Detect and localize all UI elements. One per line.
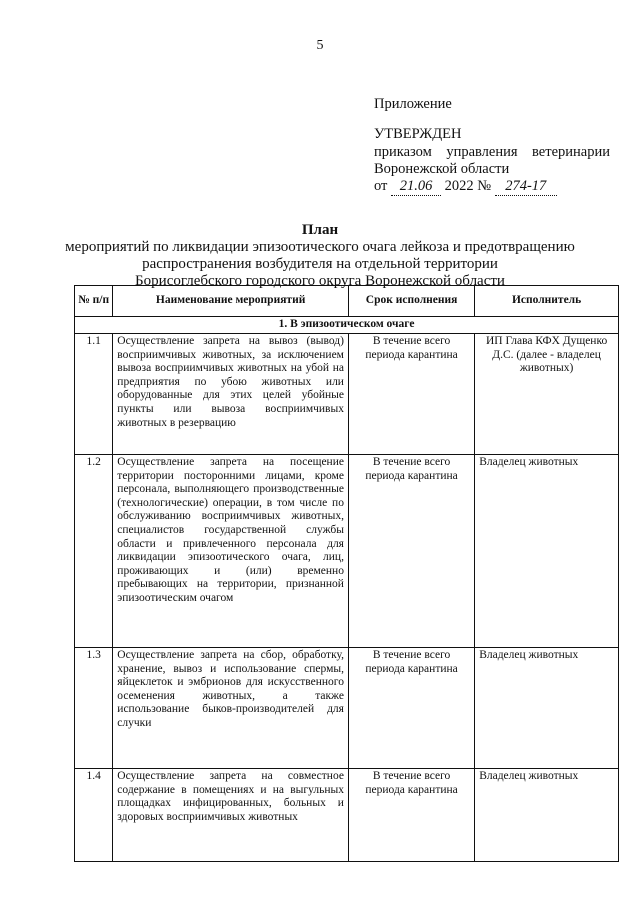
row-executor: ИП Глава КФХ Дущенко Д.С. (далее - владелец животных) — [475, 334, 619, 455]
title-line: распространения возбудителя на отдельной территории — [142, 256, 498, 272]
table-row — [75, 769, 619, 862]
header-term: Срок исполнения — [348, 286, 474, 317]
row-term: В течение всего периода карантина — [348, 334, 474, 455]
page-number: 5 — [316, 38, 324, 53]
handwritten-number: 274-17 — [495, 178, 557, 196]
order-word: приказом — [374, 144, 432, 160]
row-num: 1.1 — [75, 334, 113, 455]
document-title — [0, 222, 640, 290]
handwritten-date: 21.06 — [391, 178, 441, 196]
table-row — [75, 648, 619, 769]
title-line: мероприятий по ликвидации эпизоотического очага лейкоза и предотвращению — [65, 239, 575, 255]
row-executor: Владелец животных — [475, 769, 619, 862]
row-num: 1.4 — [75, 769, 113, 862]
header-num: № п/п — [75, 286, 113, 317]
header-measure: Наименование мероприятий — [113, 286, 349, 317]
header-executor: Исполнитель — [475, 286, 619, 317]
title-plan: План — [301, 222, 339, 238]
row-executor: Владелец животных — [475, 648, 619, 769]
order-line — [374, 144, 610, 161]
row-measure: Осуществление запрета на совместное содержание в помещениях и на выгульных площадках инфицированных, больных и здоровых восприимчивых животных — [113, 769, 349, 862]
approved-label: УТВЕРЖДЕН — [374, 126, 462, 142]
row-measure: Осуществление запрета на посещение территории посторонними лицами, кроме персонала, выполняющего производственные (технологические) операции, в том числе по обслуживанию восприимчивых животных, специалистов государственной службы области и привлеченного персонала для ликвидации эпизоотического очага, лиц, проживающих и (или) временно пребывающих на территории, признанной эпизоотическим очагом — [113, 455, 349, 648]
title-line: Борисоглебского городского округа Воронежской области — [135, 273, 505, 289]
order-word: управления — [446, 144, 518, 160]
row-num: 1.3 — [75, 648, 113, 769]
section-title: 1. В эпизоотическом очаге — [75, 317, 619, 334]
table-row — [75, 455, 619, 648]
order-year: 2022 № — [444, 178, 492, 194]
row-term: В течение всего периода карантина — [348, 648, 474, 769]
row-measure: Осуществление запрета на вывоз (вывод) восприимчивых животных, за исключением вывоза восприимчивых животных на убой на предприятия по убою животных или оборудованные для этих целей убойные пункты или вывоза восприимчивых животных в резервацию — [113, 334, 349, 455]
order-word: ветеринарии — [532, 144, 610, 160]
date-prefix: от — [374, 178, 388, 194]
measures-table — [74, 285, 619, 862]
approval-block — [374, 96, 624, 196]
row-term: В течение всего периода карантина — [348, 455, 474, 648]
appendix-label: Приложение — [374, 96, 452, 112]
table-row — [75, 334, 619, 455]
row-executor: Владелец животных — [475, 455, 619, 648]
row-num: 1.2 — [75, 455, 113, 648]
section-row — [75, 317, 619, 334]
row-term: В течение всего периода карантина — [348, 769, 474, 862]
order-authority: Воронежской области — [374, 161, 510, 177]
table-header-row — [75, 286, 619, 317]
row-measure: Осуществление запрета на сбор, обработку, хранение, вывоз и использование спермы, яйцеклеток и эмбрионов для искусственного осеменения животных, а также использование быков-производителей для случки — [113, 648, 349, 769]
order-date-line — [374, 178, 624, 196]
